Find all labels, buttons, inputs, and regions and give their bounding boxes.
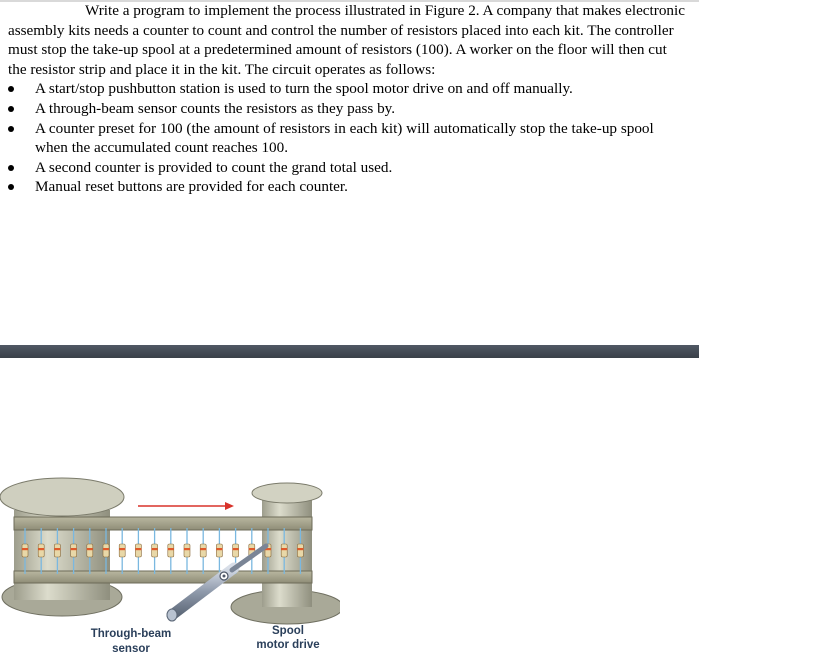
resistor-band xyxy=(297,548,303,550)
resistor-body xyxy=(71,544,77,557)
resistor-body xyxy=(135,544,141,557)
list-item xyxy=(8,177,688,197)
direction-arrow xyxy=(138,502,234,510)
motor-caption xyxy=(246,624,330,652)
resistor-band xyxy=(38,548,44,550)
resistor-band xyxy=(184,548,190,550)
sensor-caption xyxy=(83,627,179,656)
list-item xyxy=(8,79,688,99)
bullet-icon xyxy=(8,126,14,132)
bullet-icon xyxy=(8,86,14,92)
resistor-body xyxy=(54,544,60,557)
resistor-body xyxy=(233,544,239,557)
figure-2 xyxy=(0,470,340,657)
resistor-band xyxy=(216,548,222,550)
resistor-body xyxy=(297,544,303,557)
resistor-body xyxy=(281,544,287,557)
requirements-list xyxy=(8,79,688,197)
resistor-band xyxy=(152,548,158,550)
list-item-text: A through-beam sensor counts the resistors as they pass by. xyxy=(35,99,396,117)
bullet-icon xyxy=(8,184,14,190)
resistor-band xyxy=(200,548,206,550)
list-item xyxy=(8,119,688,158)
resistor-body xyxy=(103,544,109,557)
resistor-band xyxy=(54,548,60,550)
resistor-body xyxy=(184,544,190,557)
intro-paragraph: Write a program to implement the process illustrated in Figure 2. A company that makes electronic assembly kits needs a counter to count and control the number of resistors placed into each kit. The controller must stop the take-up spool at a predetermined amount of resistors (100). A worker on the floor will then cut the resistor strip and place it in the kit. The circuit operates as follows: xyxy=(8,2,685,78)
resistor-band xyxy=(281,548,287,550)
resistor-band xyxy=(233,548,239,550)
list-item xyxy=(8,99,688,119)
resistor-band xyxy=(249,548,255,550)
resistor-body xyxy=(87,544,93,557)
list-item xyxy=(8,158,688,178)
bullet-icon xyxy=(8,106,14,112)
sensor-caption-line1: Through-beam xyxy=(90,628,172,640)
list-item-text: Manual reset buttons are provided for each counter. xyxy=(35,178,348,196)
resistor-band xyxy=(135,548,141,550)
motor-caption-line1: Spool xyxy=(272,625,304,637)
list-item-text: A second counter is provided to count the grand total used. xyxy=(35,158,393,176)
resistor-body xyxy=(38,544,44,557)
resistor-band xyxy=(71,548,77,550)
resistor-body xyxy=(152,544,158,557)
list-item-text: A start/stop pushbutton station is used to turn the spool motor drive on and off manually. xyxy=(35,80,573,98)
resistor-body xyxy=(168,544,174,557)
resistor-band xyxy=(22,548,28,550)
bullet-icon xyxy=(8,165,14,171)
sensor-caption-line2: sensor xyxy=(112,643,150,655)
document-body xyxy=(8,1,688,197)
motor-caption-line2: motor drive xyxy=(256,639,320,651)
resistor-body xyxy=(216,544,222,557)
resistor-band xyxy=(168,548,174,550)
page-divider-bar xyxy=(0,345,699,358)
resistor-body xyxy=(22,544,28,557)
list-item-text: A counter preset for 100 (the amount of resistors in each kit) will automatically stop the take-up spool when the accumulated count reaches 100. xyxy=(35,119,654,157)
resistor-body xyxy=(200,544,206,557)
resistor-band xyxy=(103,548,109,550)
resistor-band xyxy=(119,548,125,550)
resistor-band xyxy=(87,548,93,550)
resistor-body xyxy=(119,544,125,557)
